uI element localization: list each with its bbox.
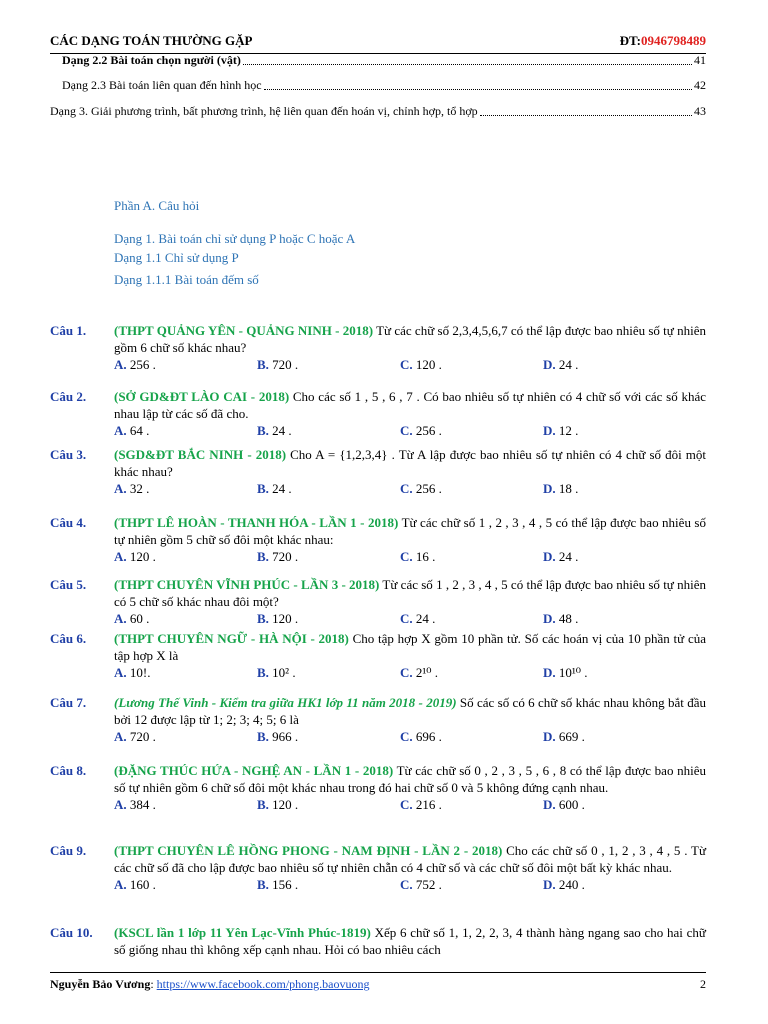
answer-options xyxy=(114,548,706,565)
answer-options xyxy=(114,610,706,627)
question-text: (SỞ GD&ĐT LÀO CAI - 2018) Cho các số 1 , 5 , 6 , 7 . Có bao nhiêu số tự nhiên có 4 chữ số với các số khác nhau lập từ các số đã cho. xyxy=(114,389,706,421)
answer-option[interactable]: B. 966 . xyxy=(257,729,299,744)
question-label: Câu 10. xyxy=(50,925,93,940)
header-title: CÁC DẠNG TOÁN THƯỜNG GẶP xyxy=(50,33,253,48)
question-text: (THPT CHUYÊN NGỮ - HÀ NỘI - 2018) Cho tập hợp X gồm 10 phần tử. Số các hoán vị của 10 phần tử của tập hợp X là xyxy=(114,631,706,663)
answer-option[interactable]: C. 752 . xyxy=(400,877,442,892)
toc-entry[interactable]: Dạng 2.2 Bài toán chọn người (vật) 41 xyxy=(62,53,706,67)
question-text: (ĐẶNG THÚC HỨA - NGHỆ AN - LẦN 1 - 2018) Từ các chữ số 0 , 2 , 3 , 5 , 6 , 8 có thể lập được bao nhiêu số tự nhiên gồm 6 chữ số đôi một khác nhau trong đó hai chữ số 0 và 5 không đứng cạnh nhau. xyxy=(114,763,706,795)
question-text: (THPT QUẢNG YÊN - QUẢNG NINH - 2018) Từ các chữ số 2,3,4,5,6,7 có thể lập được bao nhiêu số tự nhiên gồm 6 chữ số khác nhau? xyxy=(114,323,706,355)
question-item xyxy=(50,576,706,627)
question-text: (SGD&ĐT BẮC NINH - 2018) Cho A = {1,2,3,4} . Từ A lập được bao nhiêu số tự nhiên có 4 chữ số đôi một khác nhau? xyxy=(114,447,706,479)
section-heading: Dạng 1.1 Chỉ sử dụng P xyxy=(114,250,239,265)
question-item xyxy=(50,446,706,497)
page-header xyxy=(50,31,706,54)
answer-option[interactable]: D. 12 . xyxy=(543,423,579,438)
question-text: (Lương Thế Vinh - Kiểm tra giữa HK1 lớp 11 năm 2018 - 2019) Số các số có 6 chữ số khác nhau không bắt đầu bởi 12 được lập từ 1; 2; 3; 4; 5; 6 là xyxy=(114,695,706,727)
question-label: Câu 2. xyxy=(50,389,87,404)
question-label: Câu 1. xyxy=(50,323,87,338)
answer-option[interactable]: B. 156 . xyxy=(257,877,299,892)
section-heading: Dạng 1. Bài toán chỉ sử dụng P hoặc C hoặc A xyxy=(114,231,356,246)
answer-option[interactable]: B. 24 . xyxy=(257,423,292,438)
answer-option[interactable]: A. 60 . xyxy=(114,611,150,626)
question-label: Câu 7. xyxy=(50,695,87,710)
question-source: (KSCL lần 1 lớp 11 Yên Lạc-Vĩnh Phúc-1819) xyxy=(114,925,371,940)
answer-option[interactable]: D. 240 . xyxy=(543,877,585,892)
answer-option[interactable]: C. 16 . xyxy=(400,549,436,564)
question-label: Câu 9. xyxy=(50,843,87,858)
answer-options xyxy=(114,876,706,893)
answer-option[interactable]: B. 120 . xyxy=(257,797,299,812)
question-source: (THPT QUẢNG YÊN - QUẢNG NINH - 2018) xyxy=(114,323,374,338)
footer-author: Nguyễn Bảo Vương xyxy=(50,977,151,991)
answer-option[interactable]: C. 256 . xyxy=(400,423,442,438)
question-text: (KSCL lần 1 lớp 11 Yên Lạc-Vĩnh Phúc-1819) Xếp 6 chữ số 1, 1, 2, 2, 3, 4 thành hàng ngang sao cho hai chữ số giống nhau thì không xếp cạnh nhau. Hỏi có bao nhiêu cách xyxy=(114,925,706,957)
question-source: (ĐẶNG THÚC HỨA - NGHỆ AN - LẦN 1 - 2018) xyxy=(114,763,394,778)
question-source: (THPT CHUYÊN NGỮ - HÀ NỘI - 2018) xyxy=(114,631,349,646)
question-item xyxy=(50,694,706,745)
question-item xyxy=(50,630,706,681)
question-label: Câu 6. xyxy=(50,631,87,646)
question-label: Câu 4. xyxy=(50,515,87,530)
answer-option[interactable]: D. 600 . xyxy=(543,797,585,812)
question-item xyxy=(50,388,706,439)
answer-option[interactable]: A. 256 . xyxy=(114,357,156,372)
question-source: (THPT CHUYÊN VĨNH PHÚC - LẦN 3 - 2018) xyxy=(114,577,380,592)
answer-options xyxy=(114,356,706,373)
question-source: (Lương Thế Vinh - Kiểm tra giữa HK1 lớp 11 năm 2018 - 2019) xyxy=(114,695,457,710)
question-text: (THPT CHUYÊN VĨNH PHÚC - LẦN 3 - 2018) Từ các số 1 , 2 , 3 , 4 , 5 có thể lập được bao nhiêu số tự nhiên có 5 chữ số khác nhau đôi một? xyxy=(114,577,706,609)
question-text: (THPT CHUYÊN LÊ HỒNG PHONG - NAM ĐỊNH - LẦN 2 - 2018) Cho các chữ số 0 , 1, 2 , 3 , 4 , 5 . Từ các chữ số đã cho lập được bao nhiêu số tự nhiên chẵn có 4 chữ số và các chữ số đôi một bất kỳ khác nhau. xyxy=(114,843,707,875)
answer-option[interactable]: D. 10¹⁰ . xyxy=(543,665,588,680)
answer-option[interactable]: A. 10!. xyxy=(114,665,151,680)
toc-entry[interactable]: Dạng 2.3 Bài toán liên quan đến hình học 42 xyxy=(62,78,706,92)
question-label: Câu 8. xyxy=(50,763,87,778)
question-text: (THPT LÊ HOÀN - THANH HÓA - LẦN 1 - 2018) Từ các chữ số 1 , 2 , 3 , 4 , 5 có thể lập được bao nhiêu số tự nhiên gồm 5 chữ số đôi một khác nhau: xyxy=(114,515,706,547)
page-number: 2 xyxy=(700,977,706,991)
answer-option[interactable]: C. 696 . xyxy=(400,729,442,744)
answer-option[interactable]: A. 32 . xyxy=(114,481,150,496)
answer-option[interactable]: C. 24 . xyxy=(400,611,436,626)
answer-option[interactable]: D. 24 . xyxy=(543,549,579,564)
answer-option[interactable]: B. 720 . xyxy=(257,549,299,564)
answer-option[interactable]: B. 24 . xyxy=(257,481,292,496)
answer-option[interactable]: D. 48 . xyxy=(543,611,579,626)
question-item xyxy=(50,924,706,958)
answer-option[interactable]: C. 216 . xyxy=(400,797,442,812)
footer-link[interactable]: https://www.facebook.com/phong.baovuong xyxy=(156,977,370,991)
answer-option[interactable]: C. 2¹⁰ . xyxy=(400,665,438,680)
question-item xyxy=(50,322,706,373)
answer-option[interactable]: A. 384 . xyxy=(114,797,156,812)
answer-options xyxy=(114,664,706,681)
answer-option[interactable]: C. 120 . xyxy=(400,357,442,372)
question-item xyxy=(50,514,706,565)
question-source: (THPT LÊ HOÀN - THANH HÓA - LẦN 1 - 2018) xyxy=(114,515,399,530)
question-source: (SGD&ĐT BẮC NINH - 2018) xyxy=(114,447,287,462)
answer-options xyxy=(114,796,706,813)
question-source: (SỞ GD&ĐT LÀO CAI - 2018) xyxy=(114,389,290,404)
question-item xyxy=(50,762,706,813)
answer-option[interactable]: A. 160 . xyxy=(114,877,156,892)
answer-option[interactable]: B. 720 . xyxy=(257,357,299,372)
question-label: Câu 5. xyxy=(50,577,87,592)
section-heading: Dạng 1.1.1 Bài toán đếm số xyxy=(114,272,259,287)
answer-options xyxy=(114,422,706,439)
header-phone: ĐT:0946798489 xyxy=(619,33,706,48)
answer-option[interactable]: D. 24 . xyxy=(543,357,579,372)
question-source: (THPT CHUYÊN LÊ HỒNG PHONG - NAM ĐỊNH - LẦN 2 - 2018) xyxy=(114,843,503,858)
answer-option[interactable]: C. 256 . xyxy=(400,481,442,496)
question-label: Câu 3. xyxy=(50,447,87,462)
answer-options xyxy=(114,728,706,745)
answer-options xyxy=(114,480,706,497)
answer-option[interactable]: D. 18 . xyxy=(543,481,579,496)
answer-option[interactable]: A. 120 . xyxy=(114,549,156,564)
answer-option[interactable]: A. 64 . xyxy=(114,423,150,438)
answer-option[interactable]: A. 720 . xyxy=(114,729,156,744)
page-footer: Nguyễn Bảo Vương: https://www.facebook.com/phong.baovuong 2 xyxy=(50,972,706,992)
question-item xyxy=(50,842,706,893)
toc-entry[interactable]: Dạng 3. Giải phương trình, bất phương trình, hệ liên quan đến hoán vị, chỉnh hợp, tổ hợp 43 xyxy=(50,104,706,118)
section-heading: Phần A. Câu hỏi xyxy=(114,198,200,213)
answer-option[interactable]: B. 120 . xyxy=(257,611,299,626)
answer-option[interactable]: B. 10² . xyxy=(257,665,296,680)
answer-option[interactable]: D. 669 . xyxy=(543,729,585,744)
